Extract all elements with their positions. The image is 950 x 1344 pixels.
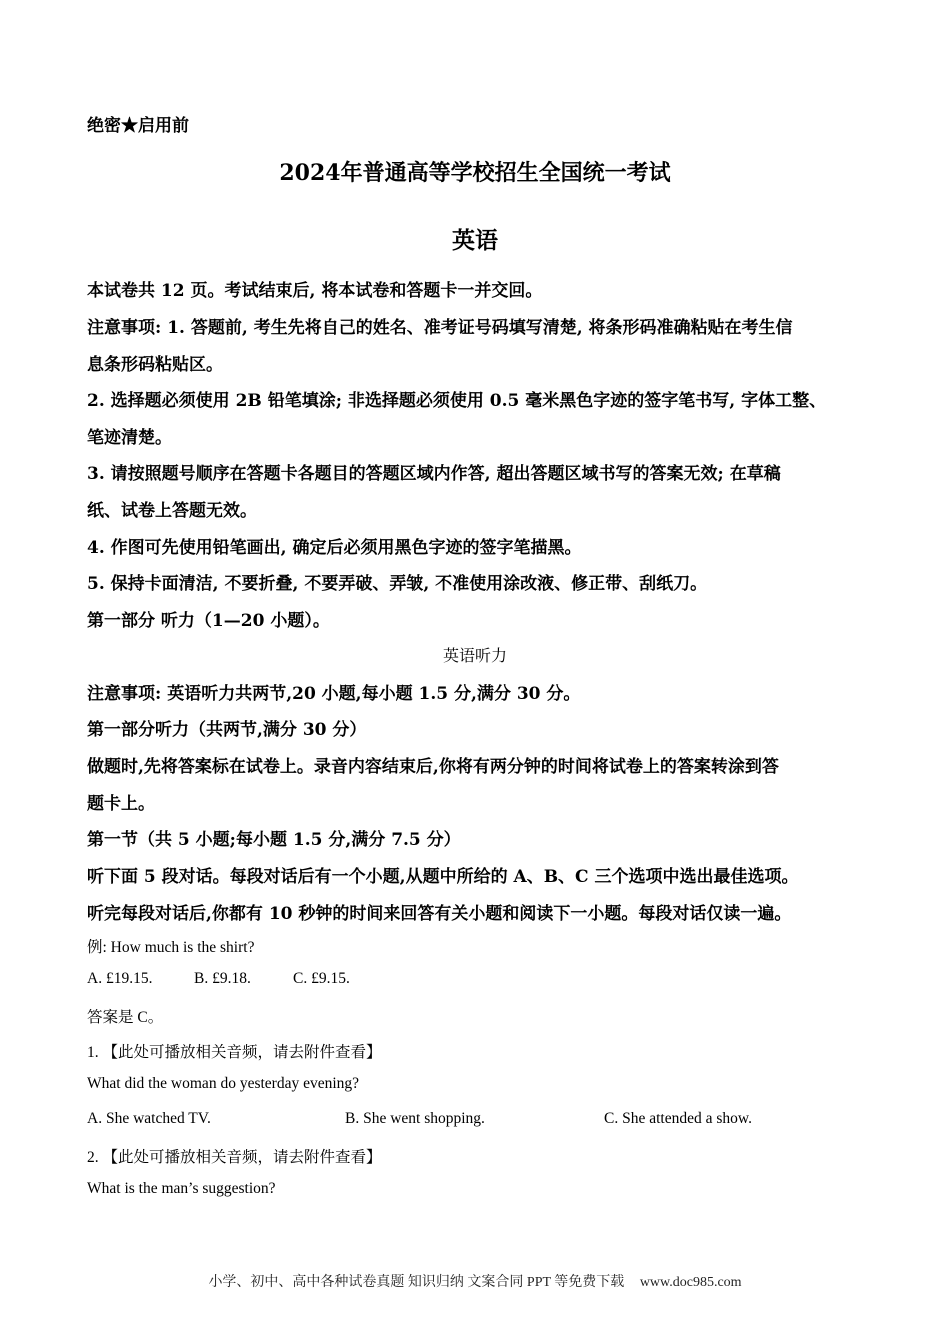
note-line: 3. 请按照题号顺序在答题卡各题目的答题区域内作答, 超出答题区域书写的答案无效; 在草稿: [87, 464, 781, 484]
note-line: 息条形码粘贴区。: [87, 355, 223, 375]
note-line: 本试卷共 12 页。考试结束后, 将本试卷和答题卡一并交回。: [87, 281, 543, 301]
q1-question: What did the woman do yesterday evening?: [87, 1075, 360, 1092]
example-option-a: A. £19.15.: [87, 970, 153, 987]
listening-note: 注意事项: 英语听力共两节,20 小题,每小题 1.5 分,满分 30 分。: [87, 684, 581, 704]
section-heading: 第一部分 听力（1—20 小题）。: [87, 611, 330, 631]
note-line: 注意事项: 1. 答题前, 考生先将自己的姓名、准考证号码填写清楚, 将条形码准确粘贴在考生信: [87, 318, 793, 338]
note-line: 4. 作图可先使用铅笔画出, 确定后必须用黑色字迹的签字笔描黑。: [87, 538, 582, 558]
note-line: 纸、试卷上答题无效。: [87, 501, 257, 521]
q1-option-a: A. She watched TV.: [87, 1110, 211, 1127]
q2-question: What is the man’s suggestion?: [87, 1180, 276, 1197]
footer-link[interactable]: www.doc985.com: [639, 1275, 742, 1290]
q2-audio: 2. 【此处可播放相关音频，请去附件查看】: [87, 1149, 382, 1166]
example-question: 例: How much is the shirt?: [87, 939, 255, 956]
example-option-c: C. £9.15.: [293, 970, 350, 987]
q1-option-b: B. She went shopping.: [345, 1110, 485, 1127]
listening-note: 第一部分听力（共两节,满分 30 分）: [87, 720, 367, 740]
note-line: 2. 选择题必须使用 2B 铅笔填涂; 非选择题必须使用 0.5 毫米黑色字迹的签字笔书写, 字体工整、: [87, 391, 827, 411]
listening-note: 听完每段对话后,你都有 10 秒钟的时间来回答有关小题和阅读下一小题。每段对话仅读一遍。: [87, 904, 792, 924]
example-option-b: B. £9.18.: [194, 970, 251, 987]
exam-title: 2024年普通高等学校招生全国统一考试: [279, 160, 671, 186]
confidential-label: 绝密★启用前: [87, 116, 189, 136]
listening-note: 第一节（共 5 小题;每小题 1.5 分,满分 7.5 分）: [87, 830, 461, 850]
listening-note: 做题时,先将答案标在试卷上。录音内容结束后,你将有两分钟的时间将试卷上的答案转涂到答: [87, 757, 779, 777]
listening-heading: 英语听力: [442, 646, 507, 665]
footer-text: 小学、初中、高中各种试卷真题 知识归纳 文案合同 PPT 等免费下载: [208, 1275, 625, 1290]
subject-title: 英语: [452, 227, 498, 254]
footer: [0, 1271, 950, 1291]
note-line: 笔迹清楚。: [87, 428, 172, 448]
example-answer: 答案是 C。: [87, 1009, 164, 1026]
listening-note: 听下面 5 段对话。每段对话后有一个小题,从题中所给的 A、B、C 三个选项中选出最佳选项。: [87, 867, 799, 887]
q1-audio: 1. 【此处可播放相关音频，请去附件查看】: [87, 1044, 382, 1061]
q1-option-c: C. She attended a show.: [604, 1110, 752, 1127]
listening-note: 题卡上。: [87, 794, 155, 814]
note-line: 5. 保持卡面清洁, 不要折叠, 不要弄破、弄皱, 不准使用涂改液、修正带、刮纸刀。: [87, 574, 708, 594]
